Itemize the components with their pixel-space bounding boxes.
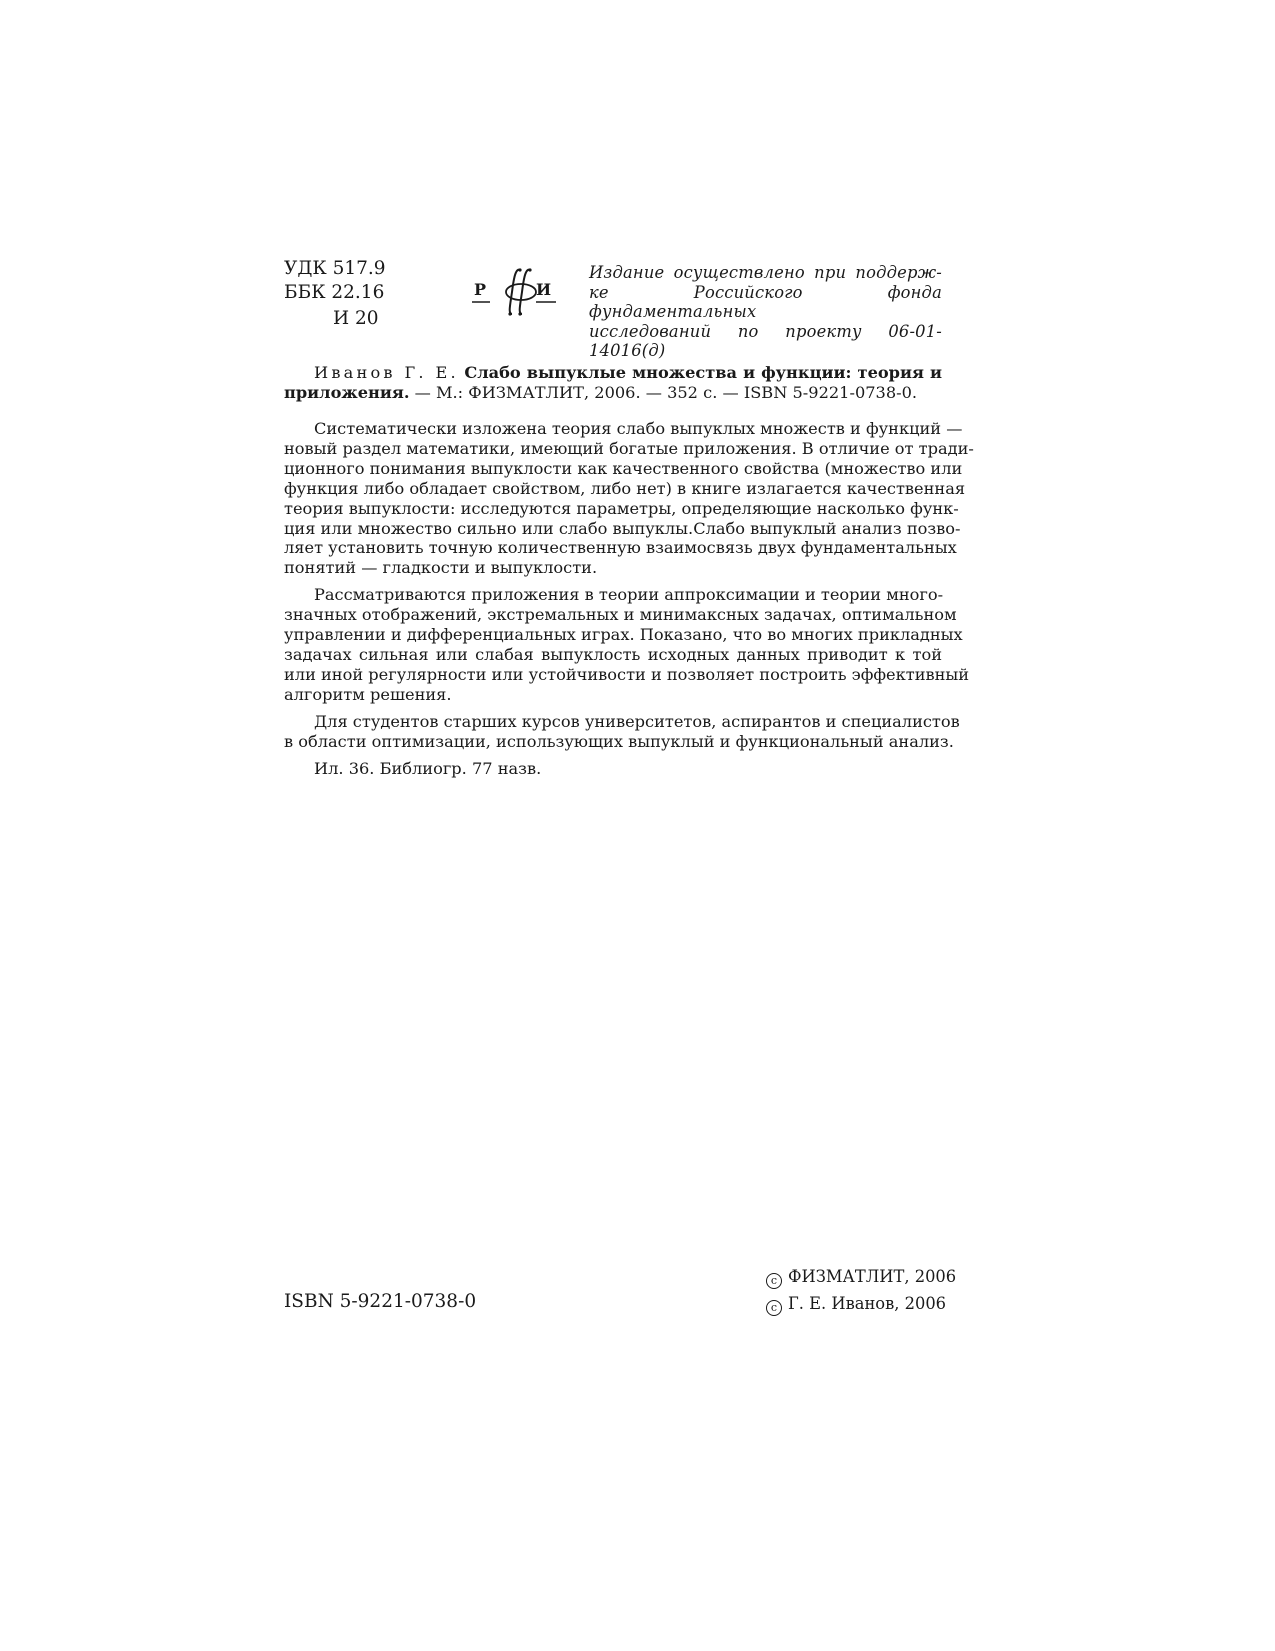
- annotation-line: ция или множество сильно или слабо выпуклы.Слабо выпуклый анализ позво-: [284, 518, 961, 538]
- rffi-logo-letter-left: Р: [474, 280, 487, 299]
- annotation-line: алгоритм решения.: [284, 684, 452, 704]
- annotation-line: или иной регулярности или устойчивости и позволяет построить эффективный: [284, 664, 970, 684]
- annotation: [284, 419, 974, 785]
- annotation-line: задачах сильная или слабая выпуклость исходных данных приводит к той: [284, 644, 942, 664]
- biblio-title-part2: приложения.: [284, 382, 410, 402]
- annotation-line: ляет установить точную количественную взаимосвязь двух фундаментальных: [284, 538, 957, 558]
- biblio-author: Иванов Г. Е.: [314, 363, 459, 382]
- annotation-line: в области оптимизации, использующих выпуклый и функциональный анализ.: [284, 731, 954, 751]
- annotation-line: понятий — гладкости и выпуклости.: [284, 558, 598, 578]
- annotation-paragraph-4: [284, 759, 942, 779]
- copyright-author: [766, 1290, 956, 1317]
- copyright-icon: c: [766, 1273, 782, 1289]
- rffi-logo-letter-right: И: [536, 280, 552, 299]
- annotation-paragraph-1: [284, 419, 974, 578]
- annotation-line: Рассматриваются приложения в теории аппроксимации и теории много-: [314, 585, 944, 605]
- biblio-imprint: — М.: ФИЗМАТЛИТ, 2006. — 352 с. — ISBN 5-9221-0738-0.: [409, 382, 918, 402]
- copyright-publisher: [766, 1263, 956, 1290]
- copyright-block: [766, 1263, 956, 1317]
- rffi-logo: [472, 262, 572, 322]
- annotation-line: Ил. 36. Библиогр. 77 назв.: [314, 758, 542, 778]
- support-note: [589, 263, 942, 361]
- annotation-paragraph-2: [284, 585, 970, 704]
- annotation-line: управлении и дифференциальных играх. Показано, что во многих прикладных: [284, 625, 963, 645]
- support-note-line: Издание осуществлено при поддерж-: [589, 263, 942, 282]
- biblio-title-part1: Слабо выпуклые множества и функции: теория и: [464, 363, 942, 382]
- bibliographic-record: [284, 363, 942, 402]
- copyright-author-text: Г. Е. Иванов, 2006: [788, 1294, 947, 1313]
- support-note-line: ке Российского фонда фундаментальных: [589, 282, 942, 322]
- annotation-line: новый раздел математики, имеющий богатые приложения. В отличие от тради-: [284, 438, 974, 458]
- isbn: ISBN 5-9221-0738-0: [284, 1291, 477, 1312]
- annotation-line: значных отображений, экстремальных и минимаксных задачах, оптимальном: [284, 605, 957, 625]
- support-note-line: исследований по проекту 06-01-14016(д): [589, 321, 942, 361]
- udk-code: УДК 517.9: [284, 258, 386, 279]
- annotation-line: теория выпуклости: исследуются параметры, определяющие насколько функ-: [284, 498, 959, 518]
- annotation-line: ционного понимания выпуклости как качественного свойства (множество или: [284, 458, 963, 478]
- copyright-publisher-text: ФИЗМАТЛИТ, 2006: [788, 1267, 957, 1286]
- annotation-paragraph-3: [284, 711, 960, 752]
- copyright-icon: c: [766, 1300, 782, 1316]
- annotation-line: Систематически изложена теория слабо выпуклых множеств и функций —: [314, 419, 963, 438]
- rffi-logo-graphic: [472, 262, 572, 322]
- annotation-line: функция либо обладает свойством, либо нет) в книге излагается качественная: [284, 478, 966, 498]
- bbk-code: ББК 22.16: [284, 282, 385, 303]
- annotation-line: Для студентов старших курсов университетов, аспирантов и специалистов: [314, 711, 960, 731]
- author-mark: И 20: [333, 308, 379, 329]
